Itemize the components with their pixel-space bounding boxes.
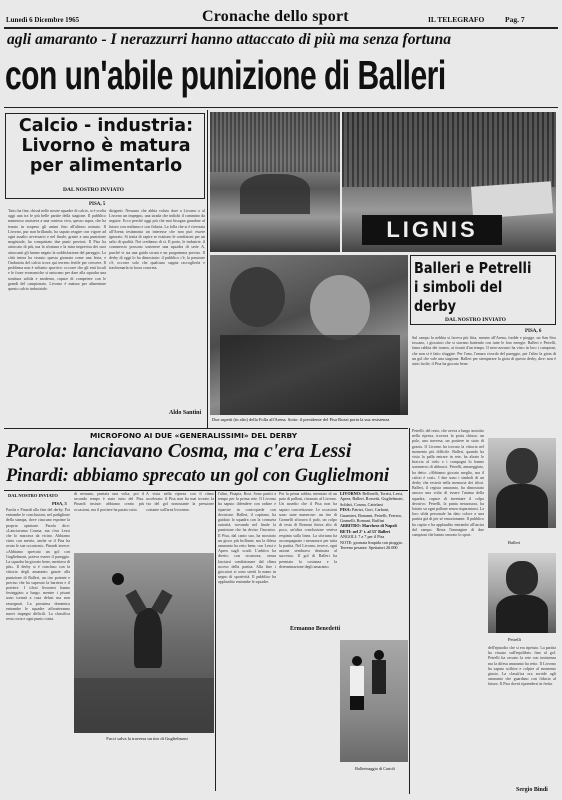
stadium-banner: LIGNIS xyxy=(362,215,502,245)
calcio-byline: DAL NOSTRO INVIATO xyxy=(63,187,124,193)
paper-name: IL TELEGRAFO xyxy=(428,15,485,24)
interview-byline: DAL NOSTRO INVIATO xyxy=(8,493,58,498)
date-line: Lunedì 6 Dicembre 1965 xyxy=(6,16,80,24)
kicker-headline: agli amaranto - I nerazzurri hanno attaccato di più ma senza fortuna xyxy=(7,31,452,48)
pisa-label: PISA: xyxy=(340,507,351,513)
portrait-balleri-caption: Balleri xyxy=(508,540,521,545)
lineup-angoli: ANGOLI: 7 a 7 per il Pisa xyxy=(340,534,385,540)
interview-dateline: PISA, 5 xyxy=(52,501,67,506)
lineups-block xyxy=(340,491,406,631)
col-divider-1 xyxy=(207,110,208,428)
portrait-petrelli-caption: Petrelli xyxy=(508,637,521,642)
interview-headline-1: Parola: lanciavano Cosma, ma c'era Lessi xyxy=(6,440,352,462)
main-photo-caption: Due aspetti (in alto) della Folla all'Arena. Sotto: il presidente del Pisa Rozzi porta la sua resistenza xyxy=(212,417,390,422)
section-title: Cronache dello sport xyxy=(202,8,349,25)
main-headline: con un'abile punizione di Balleri xyxy=(5,54,446,99)
interview-col-4: l'altro, Pisapia, Rosi. Sono partiti a tempo per la prima rete. Il Livorno ha saputo difendere con ordine e ripartire in contropiede con decisione. Balleri, il capitano, ha guidato la squadra con la consueta autorità, trovando nel finale la punizione che ha deciso l'incontro. Il Pisa, dal canto suo, ha mostrato un gioco più brillante, ma la difesa amaranto ha retto bene, con Lessi e Aprea sugli scudi. L'arbitro ha diretto con sicurezza, senza lasciarsi condizionare dal clima acceso della partita. Alla fine i giocatori si sono stretti la mano in segno di sportività. Il pubblico ha applaudito entrambe le squadre. xyxy=(218,491,276,585)
balleri-byline: DAL NOSTRO INVIATO xyxy=(445,317,506,323)
calcio-article xyxy=(5,113,205,423)
headline-rule xyxy=(4,107,558,108)
livorno-lineup: Bellinelli, Torrisi, Lessi, Aprea, Balleri, Rossetti, Guglielmoni, Soldati, Cosma, Cattelani xyxy=(340,491,404,507)
interview-col-3: A vista nella ripresa con il ritmo accelerato: il Pisa non ha mai trovato la via del gol nonostante la pressione costante sull'area livornese. xyxy=(146,491,214,512)
header-rule xyxy=(4,27,558,29)
balleri-col-1: Petrelli, del resto, che aveva a lungo insistito nella ripresa, trovava la porta chiusa: un palo, una traversa, un portiere in stato di grazia. Il Livorno ha trovato la vittoria nel momento più difficile. Balleri, quando ha visto la palla entrare in rete, ha alzato le braccia al cielo e i compagni lo hanno sommerso di abbracci. Petrelli, amareggiato, ha detto: «Abbiamo giocato meglio, ma il calcio è così». I due sono i simboli di un derby che resterà nella memoria dei tifosi. Balleri, il regista amaranto, ha dimostrato ancora una volta di essere l'anima della squadra, capace di inventare il colpo decisivo. Petrelli, la punta nerazzurra, ha lottato su ogni pallone senza risparmiarsi. La loro sfida personale ha dato colore a una partita già di per sé emozionante. Il pubblico ha capito e ha applaudito entrambi all'uscita dal campo. Resta l'immagine di due campioni che hanno onorato lo sport. xyxy=(412,428,484,538)
crowd-photo-left xyxy=(210,112,340,252)
balleri-signature: Sergio Bindi xyxy=(516,787,548,793)
col-divider-right xyxy=(409,428,410,794)
interview-label: MICROFONO AI DUE «GENERALISSIMI» DEL DERBY xyxy=(90,431,298,440)
portrait-petrelli xyxy=(488,553,556,633)
calcio-body-col2: dirigenti. Nessuno che abbia voluto dare a Livorno o al Livorno un impegno, una strada che indichi il cammino da seguire. Ecco perché oggi più che mai bisogna guardare al futuro con realismo e con fiducia. La folla che si è riversata all'Arena testimonia un interesse che non può essere ignorato. Si tratta di capire se esistono le condizioni per un salto di qualità. Noi crediamo di sì. Il porto, le industrie, il commercio possono sostenere una squadra di serie A, purché vi sia una guida sicura e un programma preciso. Il derby di oggi lo ha dimostrato: il pubblico c'è, la passione c'è, occorre solo che qualcuno sappia raccoglierla e trasformarla in forza concreta. xyxy=(109,208,205,271)
interview-author: Ermanno Benedetti xyxy=(290,626,341,632)
players-caption: Ballerinaggio di Carioli xyxy=(355,766,395,771)
interview-col-2: di nessuno, puntata una volta, poi il secondo tempo è stato tutto del Pisa. Pinardi insiste: abbiamo creato più occasioni, ma il portiere ha parato tutto. xyxy=(74,491,144,512)
balleri-col-2: dell'episodio che si era ripetuto. La partita ha vissuto sull'equilibrio fino al gol. Petrelli ha cercato la rete con insistenza ma la difesa amaranto ha retto. Il Livorno ha saputo soffrire e colpire al momento giusto. La classifica ora sorride agli amaranto che guardano con fiducia al futuro. Il Pisa dovrà riprendersi in fretta. xyxy=(488,645,556,687)
portrait-balleri xyxy=(488,438,556,528)
handshake-photo xyxy=(210,255,408,415)
page-number: Pag. 7 xyxy=(505,15,525,24)
interview-col-1: Parola e Pinardi alla fine del derby. Poi entrambe le conclusioni, nel padiglione della stampa, dove ciascuno esprime la propria opinione. Parola dice: «Lanciavamo Cosma, ma c'era Lessi che lo marcava da vicino. Abbiamo vinto con merito, anche se il Pisa ha avuto le sue occasioni». Pinardi invece: «Abbiamo sprecato un gol con Guglielmoni, poteva essere il pareggio. La squadra ha giocato bene, meritava di più». Il derby si è concluso con la vittoria degli amaranto grazie alla punizione di Balleri, un tiro potente e preciso che ha superato la barriera e il portiere. I tifosi livornesi hanno festeggiato a lungo, mentre i pisani sono tornati a casa delusi ma non rassegnati. La prossima domenica entrambe le squadre affronteranno nuovi impegni difficili. La classifica resta corta e ogni punto conta. xyxy=(6,507,70,622)
lineup-note: NOTE: giornata limpida con pioggia. Terreno pesante. Spettatori 26.000 xyxy=(340,539,403,551)
calcio-signature: Aldo Santini xyxy=(169,410,202,416)
goalkeeper-photo xyxy=(74,553,214,733)
lineup-reti: RETI: nel 2° t. al 33' Balleri xyxy=(340,528,391,534)
livorno-label: LIVORNO: xyxy=(340,491,362,496)
interview-headline-2: Pinardi: abbiamo sprecato un gol con Guglielmoni xyxy=(6,465,390,486)
goalkeeper-caption: Fucci salva la traversa un tiro di Guglielmoni xyxy=(106,736,188,741)
balleri-body: Sul campo la nebbia si faceva più fitta, mentre all'Arena, fredde e piogge, un San Siro toscano, i giocatori che si stavano battendo con tutte le loro energie. Balleri e Petrelli, fama rabbia dei torneo, ai tiranti d'un tempo. Il nero-azzurro ha visto in loro i campioni, che non si è fatto sfuggire. Per l'uno, l'amaro ricordo del pareggio, per l'altro la gioia di un gol che vale una stagione. Balleri per stemperare la gioia di questo derby, dice: non è stato facile; il Pisa ha giocato bene. xyxy=(412,335,556,367)
interview-col-5: Poi la prima rabbia, intentato di un paio di palloni, ritornato al Livorno. Un assedio che il Pisa non ha saputo concretizzare. Le occasioni sono state numerose: un tiro di Gonnelli sfiorava il palo, un colpo di testa di Romani finiva alto di poco, un'altra conclusione veniva respinta sulla linea. La sfortuna ha accompagnato i nerazzurri per tutta la partita. Nel Livorno, invece, ogni azione sembrava destinata al successo. Il gol di Balleri ha premiato la costanza e la determinazione degli amaranto. xyxy=(279,491,337,569)
pisa-lineup: Patrizi, Gori, Carboni, Guarnieri, Bonanni, Petrelli, Ferraro, Gonnelli, Romani, Ruffini xyxy=(340,507,402,524)
balleri-dateline: PISA, 6 xyxy=(525,329,542,334)
lineup-arbitro: ARBITRO: Marchese di Napoli xyxy=(340,523,397,529)
balleri-title: Balleri e Petrelli i simboli del derby xyxy=(414,259,532,315)
calcio-title: Calcio - industria: Livorno è matura per alimentarlo xyxy=(18,116,194,176)
crowd-photo-right xyxy=(342,112,556,252)
col-divider-mid xyxy=(215,491,216,791)
calcio-body-col1: Tutto ha fine, chissà nelle nostre squadre di calcio, si è svolta oggi una tra le più belle partite della stagione. Il pubblico numeroso assisteva a una contesa viva, spesso aspra, che ha tenuto in sospeso gli animi fino all'ultimo minuto. Il Livorno, pur non brillando, ha saputo reagire con vigore ad ogni assalto avversario e nel finale, grazie a una punizione magistrale, ha conquistato due punti preziosi. Il Pisa ha attaccato di più, ma la sfortuna e la mira imprecisa dei suoi attaccanti gli hanno negato la soddisfazione del pareggio. La città intera ha vissuto questa giornata come una festa, e l'industria del calcio trova qui terreno fertile per crescere. Il problema non è soltanto sportivo: occorre che gli enti locali e le forze economiche si uniscano per dare alla squadra una struttura solida e moderna, capace di competere con le grandi del campionato. Livorno è matura per alimentare questo calcio industriale. xyxy=(8,208,106,292)
players-photo xyxy=(340,640,408,762)
calcio-dateline: PISA, 5 xyxy=(89,202,106,207)
interview-top-rule xyxy=(4,428,408,429)
